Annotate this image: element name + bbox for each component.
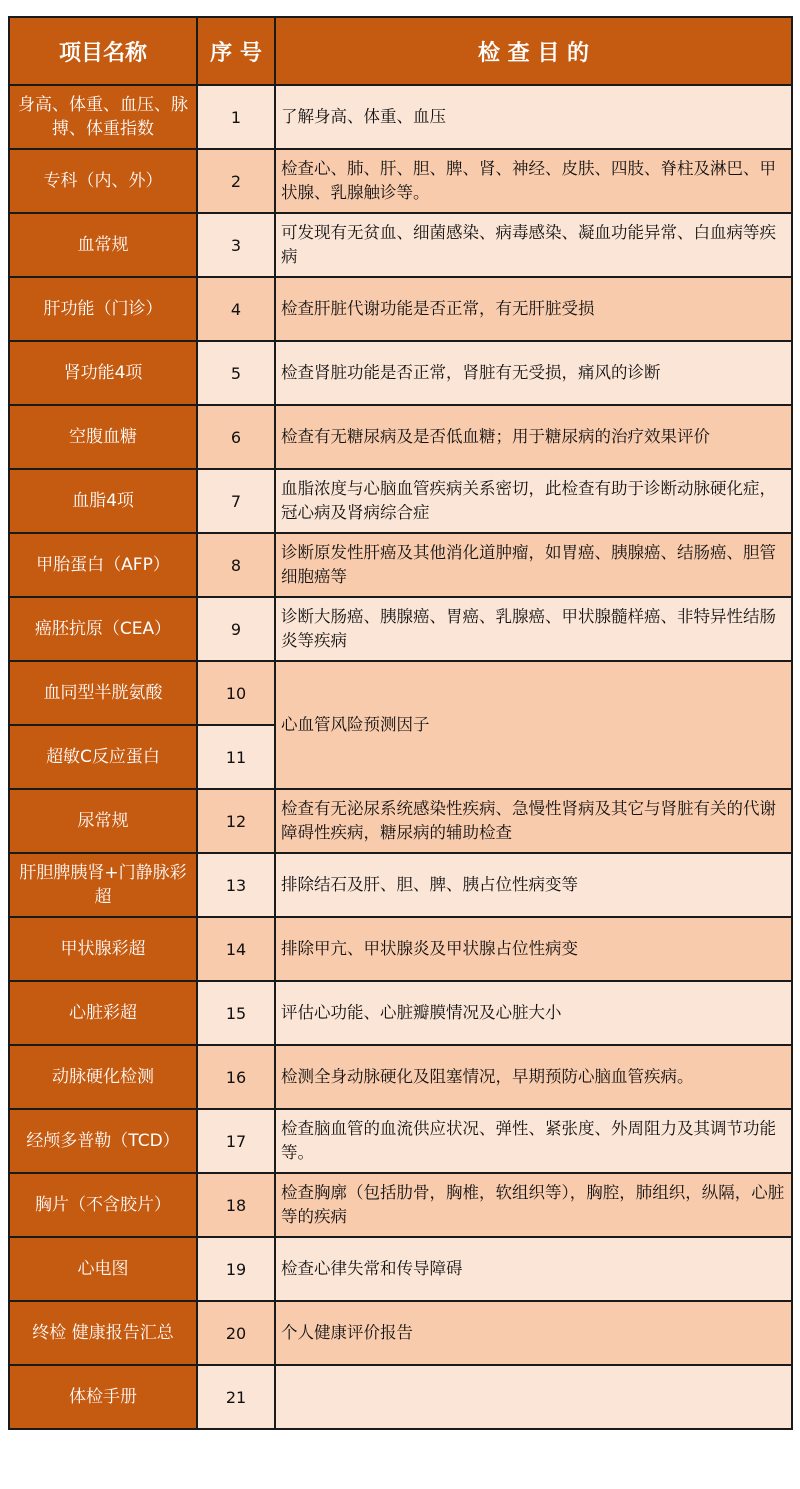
item-purpose-cell: 心血管风险预测因子 (275, 661, 792, 789)
table-row (9, 469, 792, 533)
item-number-cell: 17 (197, 1109, 275, 1173)
item-purpose-cell: 检查有无泌尿系统感染性疾病、急慢性肾病及其它与肾脏有关的代谢障碍性疾病，糖尿病的辅助检查 (275, 789, 792, 853)
item-number-cell: 7 (197, 469, 275, 533)
item-purpose-cell: 检查脑血管的血流供应状况、弹性、紧张度、外周阻力及其调节功能等。 (275, 1109, 792, 1173)
table-row (9, 661, 792, 725)
item-number-cell: 6 (197, 405, 275, 469)
item-purpose-cell: 诊断大肠癌、胰腺癌、胃癌、乳腺癌、甲状腺髓样癌、非特异性结肠炎等疾病 (275, 597, 792, 661)
item-purpose-cell: 评估心功能、心脏瓣膜情况及心脏大小 (275, 981, 792, 1045)
item-purpose-cell: 血脂浓度与心脑血管疾病关系密切，此检查有助于诊断动脉硬化症，冠心病及肾病综合症 (275, 469, 792, 533)
table-row (9, 1045, 792, 1109)
table-row (9, 597, 792, 661)
table-row (9, 85, 792, 149)
table-row (9, 853, 792, 917)
item-name-cell: 心电图 (9, 1237, 197, 1301)
table-header-row (9, 17, 792, 85)
item-name-cell: 经颅多普勒（TCD） (9, 1109, 197, 1173)
item-number-cell: 11 (197, 725, 275, 789)
item-purpose-cell: 检查肝脏代谢功能是否正常，有无肝脏受损 (275, 277, 792, 341)
header-item-name: 项目名称 (9, 17, 197, 85)
item-number-cell: 18 (197, 1173, 275, 1237)
item-number-cell: 12 (197, 789, 275, 853)
table-row (9, 1237, 792, 1301)
checkup-table-container (8, 16, 791, 1430)
table-row (9, 405, 792, 469)
table-row (9, 149, 792, 213)
item-name-cell: 专科（内、外） (9, 149, 197, 213)
item-name-cell: 癌胚抗原（CEA） (9, 597, 197, 661)
table-row (9, 1301, 792, 1365)
item-purpose-cell (275, 1365, 792, 1429)
table-row (9, 1109, 792, 1173)
header-purpose: 检 查 目 的 (275, 17, 792, 85)
table-row (9, 1173, 792, 1237)
item-name-cell: 甲胎蛋白（AFP） (9, 533, 197, 597)
item-number-cell: 4 (197, 277, 275, 341)
table-row (9, 213, 792, 277)
item-purpose-cell: 个人健康评价报告 (275, 1301, 792, 1365)
item-name-cell: 血脂4项 (9, 469, 197, 533)
item-number-cell: 9 (197, 597, 275, 661)
item-name-cell: 终检 健康报告汇总 (9, 1301, 197, 1365)
item-number-cell: 15 (197, 981, 275, 1045)
item-purpose-cell: 检查胸廓（包括肋骨，胸椎，软组织等），胸腔，肺组织，纵隔，心脏等的疾病 (275, 1173, 792, 1237)
item-purpose-cell: 排除结石及肝、胆、脾、胰占位性病变等 (275, 853, 792, 917)
item-name-cell: 甲状腺彩超 (9, 917, 197, 981)
item-purpose-cell: 检查心、肺、肝、胆、脾、肾、神经、皮肤、四肢、脊柱及淋巴、甲状腺、乳腺触诊等。 (275, 149, 792, 213)
item-name-cell: 肝胆脾胰肾+门静脉彩超 (9, 853, 197, 917)
item-purpose-cell: 了解身高、体重、血压 (275, 85, 792, 149)
item-purpose-cell: 排除甲亢、甲状腺炎及甲状腺占位性病变 (275, 917, 792, 981)
item-name-cell: 肝功能（门诊） (9, 277, 197, 341)
item-name-cell: 血同型半胱氨酸 (9, 661, 197, 725)
item-purpose-cell: 检测全身动脉硬化及阻塞情况，早期预防心脑血管疾病。 (275, 1045, 792, 1109)
item-number-cell: 14 (197, 917, 275, 981)
item-name-cell: 尿常规 (9, 789, 197, 853)
item-number-cell: 21 (197, 1365, 275, 1429)
item-purpose-cell: 检查心律失常和传导障碍 (275, 1237, 792, 1301)
item-number-cell: 2 (197, 149, 275, 213)
item-name-cell: 血常规 (9, 213, 197, 277)
item-name-cell: 肾功能4项 (9, 341, 197, 405)
table-row (9, 533, 792, 597)
item-name-cell: 身高、体重、血压、脉搏、体重指数 (9, 85, 197, 149)
item-name-cell: 体检手册 (9, 1365, 197, 1429)
item-number-cell: 16 (197, 1045, 275, 1109)
item-purpose-cell: 检查肾脏功能是否正常，肾脏有无受损，痛风的诊断 (275, 341, 792, 405)
item-number-cell: 10 (197, 661, 275, 725)
item-name-cell: 胸片（不含胶片） (9, 1173, 197, 1237)
item-number-cell: 19 (197, 1237, 275, 1301)
table-row (9, 1365, 792, 1429)
item-name-cell: 超敏C反应蛋白 (9, 725, 197, 789)
item-name-cell: 心脏彩超 (9, 981, 197, 1045)
table-row (9, 341, 792, 405)
checkup-items-table (8, 16, 793, 1430)
item-number-cell: 13 (197, 853, 275, 917)
item-number-cell: 8 (197, 533, 275, 597)
item-number-cell: 5 (197, 341, 275, 405)
header-number: 序 号 (197, 17, 275, 85)
item-purpose-cell: 检查有无糖尿病及是否低血糖；用于糖尿病的治疗效果评价 (275, 405, 792, 469)
table-row (9, 981, 792, 1045)
table-row (9, 789, 792, 853)
table-row (9, 917, 792, 981)
item-number-cell: 20 (197, 1301, 275, 1365)
item-purpose-cell: 诊断原发性肝癌及其他消化道肿瘤，如胃癌、胰腺癌、结肠癌、胆管细胞癌等 (275, 533, 792, 597)
item-number-cell: 3 (197, 213, 275, 277)
item-name-cell: 空腹血糖 (9, 405, 197, 469)
item-name-cell: 动脉硬化检测 (9, 1045, 197, 1109)
table-row (9, 277, 792, 341)
item-number-cell: 1 (197, 85, 275, 149)
item-purpose-cell: 可发现有无贫血、细菌感染、病毒感染、凝血功能异常、白血病等疾病 (275, 213, 792, 277)
